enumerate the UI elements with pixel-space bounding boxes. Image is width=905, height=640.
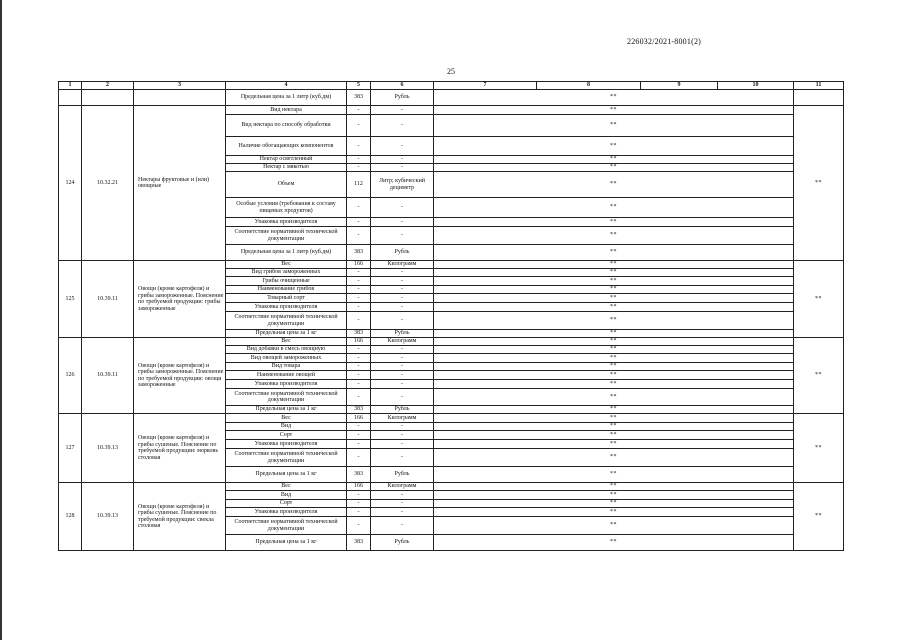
column-11-marker-cell: ** bbox=[794, 483, 844, 551]
okpd-code-cell: 10.32.21 bbox=[82, 106, 134, 261]
attribute-cell: Нектар осветленный bbox=[226, 156, 347, 164]
attribute-cell: Сорт bbox=[226, 431, 347, 440]
column-header: 8 bbox=[537, 82, 641, 90]
marker-cell: ** bbox=[434, 198, 794, 218]
table-row bbox=[59, 483, 844, 491]
marker-cell: ** bbox=[434, 164, 794, 172]
attribute-cell: Соответствие нормативной технической документации bbox=[226, 389, 347, 406]
attribute-cell: Предельная цена за 1 кг bbox=[226, 467, 347, 483]
row-number-cell: 125 bbox=[59, 261, 82, 338]
unit-cell: - bbox=[371, 431, 434, 440]
column-11-marker-cell: ** bbox=[794, 261, 844, 338]
column-11-marker-cell: ** bbox=[794, 106, 844, 261]
unit-cell: - bbox=[371, 380, 434, 389]
marker-cell: ** bbox=[434, 431, 794, 440]
okei-code-cell: - bbox=[347, 303, 371, 312]
unit-cell: - bbox=[371, 227, 434, 245]
unit-cell: - bbox=[371, 218, 434, 227]
attribute-cell: Наименование овощей bbox=[226, 371, 347, 380]
marker-cell: ** bbox=[434, 371, 794, 380]
unit-cell: - bbox=[371, 491, 434, 500]
unit-cell: - bbox=[371, 303, 434, 312]
okei-code-cell: - bbox=[347, 500, 371, 508]
marker-cell: ** bbox=[434, 227, 794, 245]
unit-cell: Килограмм bbox=[371, 338, 434, 346]
row-number-cell: 126 bbox=[59, 338, 82, 414]
unit-cell: - bbox=[371, 500, 434, 508]
marker-cell: ** bbox=[434, 380, 794, 389]
marker-cell: ** bbox=[434, 218, 794, 227]
column-header: 7 bbox=[434, 82, 537, 90]
okei-code-cell: - bbox=[347, 371, 371, 380]
marker-cell: ** bbox=[434, 517, 794, 535]
marker-cell: ** bbox=[434, 346, 794, 354]
unit-cell: Рубль bbox=[371, 535, 434, 551]
product-name-cell: Овощи (кроме картофеля) и грибы сушеные. Пояснение по требуемой продукции: свекла столовая bbox=[134, 483, 226, 551]
unit-cell: Килограмм bbox=[371, 414, 434, 423]
okei-code-cell: 383 bbox=[347, 535, 371, 551]
marker-cell: ** bbox=[434, 440, 794, 449]
row-number-cell: 127 bbox=[59, 414, 82, 483]
okpd-code-cell: 10.39.13 bbox=[82, 483, 134, 551]
row-number-cell bbox=[59, 90, 82, 106]
unit-cell: - bbox=[371, 156, 434, 164]
unit-cell: - bbox=[371, 115, 434, 137]
marker-cell: ** bbox=[434, 338, 794, 346]
attribute-cell: Вид товара bbox=[226, 363, 347, 371]
marker-cell: ** bbox=[434, 330, 794, 338]
unit-cell: - bbox=[371, 423, 434, 431]
unit-cell: - bbox=[371, 106, 434, 115]
marker-cell: ** bbox=[434, 137, 794, 156]
unit-cell: - bbox=[371, 312, 434, 330]
marker-cell: ** bbox=[434, 423, 794, 431]
okei-code-cell: - bbox=[347, 508, 371, 517]
attribute-cell: Вид нектара по способу обработки bbox=[226, 115, 347, 137]
column-11-marker-cell: ** bbox=[794, 338, 844, 414]
marker-cell: ** bbox=[434, 467, 794, 483]
marker-cell: ** bbox=[434, 90, 794, 106]
attribute-cell: Грибы очищенные bbox=[226, 277, 347, 286]
okei-code-cell: - bbox=[347, 440, 371, 449]
row-number-cell: 128 bbox=[59, 483, 82, 551]
okei-code-cell: - bbox=[347, 346, 371, 354]
attribute-cell: Сорт bbox=[226, 500, 347, 508]
okei-code-cell: - bbox=[347, 115, 371, 137]
attribute-cell: Наименование грибов bbox=[226, 286, 347, 294]
unit-cell: Рубль bbox=[371, 90, 434, 106]
marker-cell: ** bbox=[434, 172, 794, 198]
unit-cell: Литр; кубический дециметр bbox=[371, 172, 434, 198]
table-row bbox=[59, 106, 844, 115]
column-header: 5 bbox=[347, 82, 371, 90]
okei-code-cell: 166 bbox=[347, 338, 371, 346]
okei-code-cell: - bbox=[347, 227, 371, 245]
table-row bbox=[59, 261, 844, 269]
unit-cell: Рубль bbox=[371, 467, 434, 483]
attribute-cell: Соответствие нормативной технической документации bbox=[226, 517, 347, 535]
attribute-cell: Предельная цена за 1 кг bbox=[226, 330, 347, 338]
column-header: 6 bbox=[371, 82, 434, 90]
attribute-cell: Вес bbox=[226, 338, 347, 346]
marker-cell: ** bbox=[434, 491, 794, 500]
attribute-cell: Предельная цена за 1 кг bbox=[226, 535, 347, 551]
marker-cell: ** bbox=[434, 245, 794, 261]
marker-cell: ** bbox=[434, 483, 794, 491]
unit-cell: Рубль bbox=[371, 330, 434, 338]
unit-cell: - bbox=[371, 508, 434, 517]
attribute-cell: Упаковка производителя bbox=[226, 380, 347, 389]
attribute-cell: Соответствие нормативной технической документации bbox=[226, 227, 347, 245]
document-number: 226032/2021-8001(2) bbox=[627, 37, 702, 46]
okei-code-cell: - bbox=[347, 164, 371, 172]
okei-code-cell: - bbox=[347, 156, 371, 164]
marker-cell: ** bbox=[434, 286, 794, 294]
marker-cell: ** bbox=[434, 277, 794, 286]
column-11-cell bbox=[794, 90, 844, 106]
column-header: 3 bbox=[134, 82, 226, 90]
okei-code-cell: - bbox=[347, 389, 371, 406]
marker-cell: ** bbox=[434, 312, 794, 330]
unit-cell: - bbox=[371, 517, 434, 535]
scan-edge-line bbox=[0, 0, 2, 640]
attribute-cell: Соответствие нормативной технической документации bbox=[226, 312, 347, 330]
table-row bbox=[59, 90, 844, 106]
marker-cell: ** bbox=[434, 449, 794, 467]
okei-code-cell: - bbox=[347, 286, 371, 294]
attribute-cell: Вес bbox=[226, 414, 347, 423]
unit-cell: - bbox=[371, 354, 434, 363]
marker-cell: ** bbox=[434, 414, 794, 423]
marker-cell: ** bbox=[434, 363, 794, 371]
marker-cell: ** bbox=[434, 115, 794, 137]
unit-cell: - bbox=[371, 363, 434, 371]
marker-cell: ** bbox=[434, 294, 794, 303]
okei-code-cell: - bbox=[347, 294, 371, 303]
column-header: 1 bbox=[59, 82, 82, 90]
okei-code-cell: - bbox=[347, 354, 371, 363]
okei-code-cell: - bbox=[347, 449, 371, 467]
okei-code-cell: 166 bbox=[347, 414, 371, 423]
attribute-cell: Нектар с мякотью bbox=[226, 164, 347, 172]
unit-cell: - bbox=[371, 164, 434, 172]
unit-cell: - bbox=[371, 346, 434, 354]
okei-code-cell: - bbox=[347, 431, 371, 440]
okpd-code-cell: 10.39.11 bbox=[82, 261, 134, 338]
product-name-cell: Нектары фруктовые и (или) овощные bbox=[134, 106, 226, 261]
marker-cell: ** bbox=[434, 535, 794, 551]
product-name-cell: Овощи (кроме картофеля) и грибы сушеные. Пояснение по требуемой продукции: морковь столовая bbox=[134, 414, 226, 483]
okpd-code-cell: 10.39.13 bbox=[82, 414, 134, 483]
attribute-cell: Вид грибов замороженных bbox=[226, 269, 347, 277]
okei-code-cell: 166 bbox=[347, 483, 371, 491]
marker-cell: ** bbox=[434, 508, 794, 517]
column-header: 9 bbox=[641, 82, 718, 90]
product-name-cell: Овощи (кроме картофеля) и грибы замороженные. Пояснение по требуемой продукции: грибы замороженные bbox=[134, 261, 226, 338]
attribute-cell: Вес bbox=[226, 483, 347, 491]
marker-cell: ** bbox=[434, 156, 794, 164]
okei-code-cell: 383 bbox=[347, 245, 371, 261]
unit-cell: Килограмм bbox=[371, 261, 434, 269]
okei-code-cell: - bbox=[347, 517, 371, 535]
product-name-cell: Овощи (кроме картофеля) и грибы замороженные. Пояснение по требуемой продукции: овощи замороженные bbox=[134, 338, 226, 414]
okei-code-cell: - bbox=[347, 218, 371, 227]
okei-code-cell: 112 bbox=[347, 172, 371, 198]
product-name-cell bbox=[134, 90, 226, 106]
column-number-row bbox=[59, 82, 844, 90]
column-header: 2 bbox=[82, 82, 134, 90]
okei-code-cell: 383 bbox=[347, 330, 371, 338]
okei-code-cell: - bbox=[347, 137, 371, 156]
attribute-cell: Вид добавки в смесь овощную bbox=[226, 346, 347, 354]
okpd-code-cell bbox=[82, 90, 134, 106]
attribute-cell: Вид нектара bbox=[226, 106, 347, 115]
marker-cell: ** bbox=[434, 500, 794, 508]
unit-cell: - bbox=[371, 269, 434, 277]
okei-code-cell: 383 bbox=[347, 406, 371, 414]
okei-code-cell: 166 bbox=[347, 261, 371, 269]
attribute-cell: Вид bbox=[226, 423, 347, 431]
attribute-cell: Предельная цена за 1 кг bbox=[226, 406, 347, 414]
attribute-cell: Наличие обогащающих компонентов bbox=[226, 137, 347, 156]
column-header: 10 bbox=[718, 82, 794, 90]
marker-cell: ** bbox=[434, 261, 794, 269]
marker-cell: ** bbox=[434, 106, 794, 115]
attribute-cell: Упаковка производителя bbox=[226, 508, 347, 517]
attribute-cell: Упаковка производителя bbox=[226, 218, 347, 227]
unit-cell: - bbox=[371, 389, 434, 406]
okei-code-cell: - bbox=[347, 423, 371, 431]
attribute-cell: Вид bbox=[226, 491, 347, 500]
okei-code-cell: - bbox=[347, 312, 371, 330]
unit-cell: Килограмм bbox=[371, 483, 434, 491]
attribute-cell: Вес bbox=[226, 261, 347, 269]
column-header: 11 bbox=[794, 82, 844, 90]
attribute-cell: Соответствие нормативной технической документации bbox=[226, 449, 347, 467]
unit-cell: - bbox=[371, 294, 434, 303]
price-table bbox=[58, 81, 844, 551]
unit-cell: - bbox=[371, 440, 434, 449]
attribute-cell: Предельная цена за 1 литр (куб.дм) bbox=[226, 245, 347, 261]
unit-cell: - bbox=[371, 277, 434, 286]
okei-code-cell: - bbox=[347, 106, 371, 115]
column-header: 4 bbox=[226, 82, 347, 90]
table-row bbox=[59, 414, 844, 423]
attribute-cell: Особые условия (требования к составу пищевых продуктов) bbox=[226, 198, 347, 218]
okpd-code-cell: 10.39.11 bbox=[82, 338, 134, 414]
unit-cell: - bbox=[371, 449, 434, 467]
unit-cell: Рубль bbox=[371, 245, 434, 261]
okei-code-cell: - bbox=[347, 198, 371, 218]
attribute-cell: Предельная цена за 1 литр (куб.дм) bbox=[226, 90, 347, 106]
table-row bbox=[59, 338, 844, 346]
attribute-cell: Вид овощей замороженных bbox=[226, 354, 347, 363]
marker-cell: ** bbox=[434, 303, 794, 312]
page-number: 25 bbox=[447, 67, 455, 76]
okei-code-cell: - bbox=[347, 277, 371, 286]
marker-cell: ** bbox=[434, 389, 794, 406]
okei-code-cell: - bbox=[347, 269, 371, 277]
okei-code-cell: - bbox=[347, 380, 371, 389]
attribute-cell: Упаковка производителя bbox=[226, 440, 347, 449]
okei-code-cell: 383 bbox=[347, 90, 371, 106]
okei-code-cell: - bbox=[347, 363, 371, 371]
marker-cell: ** bbox=[434, 354, 794, 363]
unit-cell: - bbox=[371, 286, 434, 294]
unit-cell: - bbox=[371, 198, 434, 218]
unit-cell: Рубль bbox=[371, 406, 434, 414]
attribute-cell: Объем bbox=[226, 172, 347, 198]
unit-cell: - bbox=[371, 137, 434, 156]
unit-cell: - bbox=[371, 371, 434, 380]
column-11-marker-cell: ** bbox=[794, 414, 844, 483]
attribute-cell: Упаковка производителя bbox=[226, 303, 347, 312]
row-number-cell: 124 bbox=[59, 106, 82, 261]
marker-cell: ** bbox=[434, 269, 794, 277]
okei-code-cell: - bbox=[347, 491, 371, 500]
okei-code-cell: 383 bbox=[347, 467, 371, 483]
attribute-cell: Товарный сорт bbox=[226, 294, 347, 303]
marker-cell: ** bbox=[434, 406, 794, 414]
